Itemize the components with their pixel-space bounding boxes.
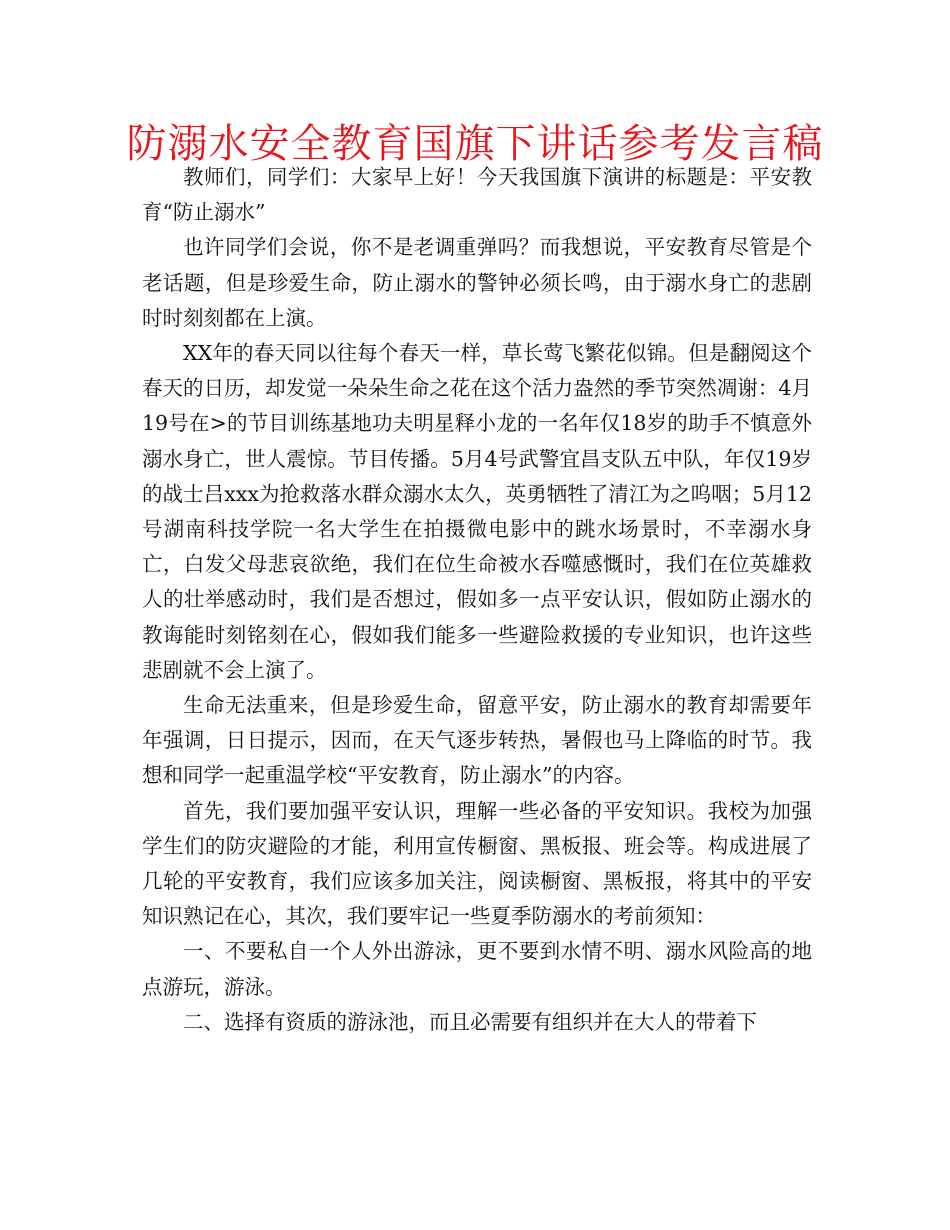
paragraph-emphasis: 生命无法重来，但是珍爱生命，留意平安，防止溺水的教育却需要年年强调，日日提示，因而，在天气逐步转热，暑假也马上降临的时节。我想和同学一起重温学校“平安教育，防止溺水”的内容。 — [142, 693, 812, 788]
document-title: 防溺水安全教育国旗下讲话参考发言稿 — [126, 121, 824, 167]
document-body — [142, 160, 812, 1040]
paragraph-intro: 也许同学们会说，你不是老调重弹吗？而我想说，平安教育尽管是个老话题，但是珍爱生命，防止溺水的警钟必须长鸣，由于溺水身亡的悲剧时时刻刻都在上演。 — [142, 235, 812, 330]
paragraph-rule-one: 一、不要私自一个人外出游泳，更不要到水情不明、溺水风险高的地点游玩，游泳。 — [142, 939, 812, 999]
paragraph-rule-two: 二、选择有资质的游泳池，而且必需要有组织并在大人的带着下 — [183, 1009, 757, 1034]
paragraph-incidents: XX年的春天同以往每个春天一样，草长莺飞繁花似锦。但是翻阅这个春天的日历，却发觉一朵朵生命之花在这个活力盎然的季节突然凋谢：4月19号在>的节目训练基地功夫明星释小龙的一名年仅18岁的助手不慎意外溺水身亡，世人震惊。节目传播。5月4号武警宜昌支队五中队，年仅19岁的战士吕xxx为抢救落水群众溺水太久，英勇牺牲了清江为之呜咽；5月12号湖南科技学院一名大学生在拍摄微电影中的跳水场景时，不幸溺水身亡，白发父母悲哀欲绝，我们在位生命被水吞噬感慨时，我们在位英雄救人的壮举感动时，我们是否想过，假如多一点平安认识，假如防止溺水的教诲能时刻铭刻在心，假如我们能多一些避险救援的专业知识，也许这些悲剧就不会上演了。 — [142, 341, 812, 682]
paragraph-greeting: 教师们，同学们：大家早上好！今天我国旗下演讲的标题是：平安教育“防止溺水” — [142, 165, 812, 225]
paragraph-awareness: 首先，我们要加强平安认识，理解一些必备的平安知识。我校为加强学生们的防灾避险的才能，利用宣传橱窗、黑板报、班会等。构成进展了几轮的平安教育，我们应该多加关注，阅读橱窗、黑板报，将其中的平安知识熟记在心，其次，我们要牢记一些夏季防溺水的考前须知： — [142, 798, 812, 929]
